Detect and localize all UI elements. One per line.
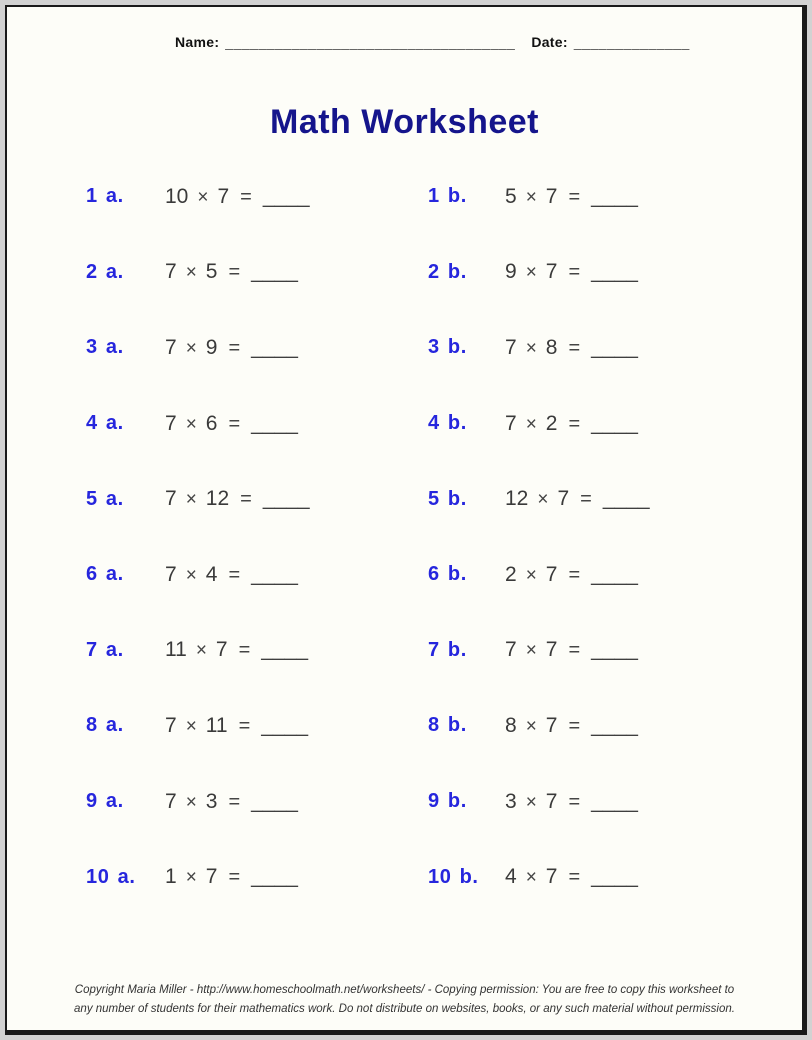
factor-1: 7 — [165, 411, 177, 435]
problem-9a — [165, 790, 428, 814]
problem-number-9b: 9 b. — [428, 790, 467, 813]
multiplication-sign: × — [185, 715, 197, 737]
multiplication-sign: × — [185, 337, 197, 359]
name-label: Name: — [175, 34, 220, 50]
multiplication-sign: × — [525, 791, 537, 813]
answer-blank: ____ — [591, 260, 638, 284]
equals-sign: = — [568, 639, 581, 662]
multiplication-sign: × — [537, 489, 549, 511]
answer-blank: ____ — [591, 713, 638, 737]
multiplication-sign: × — [525, 715, 537, 737]
problem-number-2a: 2 a. — [86, 260, 124, 283]
problems-grid — [7, 159, 802, 915]
equals-sign: = — [568, 563, 581, 586]
problem-number-7a: 7 a. — [86, 638, 124, 661]
factor-1: 8 — [505, 713, 517, 737]
date-label: Date: — [531, 34, 568, 50]
answer-blank: ____ — [262, 487, 310, 511]
factor-1: 11 — [165, 638, 187, 662]
problem-number-6b: 6 b. — [428, 563, 467, 586]
factor-2: 7 — [545, 713, 558, 737]
multiplication-sign: × — [185, 867, 197, 889]
problem-number-5b: 5 b. — [428, 487, 467, 510]
answer-blank: ____ — [251, 865, 298, 889]
problem-1a — [165, 185, 428, 209]
answer-blank: ____ — [261, 713, 309, 737]
answer-blank: ____ — [251, 335, 298, 359]
problem-number-1b: 1 b. — [428, 185, 467, 208]
problem-5a — [165, 487, 428, 511]
problem-4a — [165, 412, 428, 436]
problem-6b — [505, 563, 802, 587]
problem-5b — [505, 487, 802, 511]
equals-sign: = — [568, 866, 581, 889]
problem-8a — [165, 714, 428, 738]
problem-number-10b: 10 b. — [428, 865, 479, 888]
factor-2: 4 — [205, 562, 218, 586]
equals-sign: = — [568, 714, 581, 737]
equals-sign: = — [228, 412, 241, 435]
factor-2: 7 — [545, 184, 558, 208]
equals-sign: = — [240, 488, 252, 511]
factor-1: 3 — [505, 789, 517, 813]
factor-2: 7 — [545, 865, 558, 889]
problem-number-2b: 2 b. — [428, 260, 467, 283]
equals-sign: = — [568, 261, 581, 284]
copyright-footer: Copyright Maria Miller - http://www.homeschoolmath.net/worksheets/ - Copying permission: You are free to copy this worksheet to any number of students for their mathematics work. Do not distribute on websites, books, or any such material without permission. — [74, 983, 735, 1016]
problem-8b — [505, 714, 802, 738]
equals-sign: = — [240, 185, 252, 208]
multiplication-sign: × — [185, 262, 197, 284]
problem-2a — [165, 260, 428, 284]
problem-number-3a: 3 a. — [86, 336, 124, 359]
factor-2: 2 — [545, 411, 558, 435]
answer-blank: ____ — [591, 865, 638, 889]
factor-2: 7 — [217, 184, 230, 208]
multiplication-sign: × — [525, 262, 537, 284]
factor-2: 7 — [545, 562, 558, 586]
multiplication-sign: × — [185, 489, 197, 511]
multiplication-sign: × — [525, 564, 537, 586]
multiplication-sign: × — [525, 413, 537, 435]
multiplication-sign: × — [525, 640, 537, 662]
problem-10a — [165, 865, 428, 889]
factor-2: 8 — [545, 335, 558, 359]
problem-2b — [505, 260, 802, 284]
problem-7a — [165, 638, 428, 662]
factor-2: 7 — [215, 638, 228, 662]
multiplication-sign: × — [195, 640, 207, 662]
date-blank-line: ______________ — [573, 34, 690, 50]
multiplication-sign: × — [525, 186, 537, 208]
factor-1: 12 — [505, 487, 529, 511]
answer-blank: ____ — [261, 638, 309, 662]
equals-sign: = — [568, 336, 581, 359]
problem-7b — [505, 638, 802, 662]
multiplication-sign: × — [185, 413, 197, 435]
equals-sign: = — [238, 714, 251, 737]
problem-number-8b: 8 b. — [428, 714, 467, 737]
name-blank-line: ___________________________________ — [225, 34, 516, 50]
equals-sign: = — [228, 790, 241, 813]
problem-number-9a: 9 a. — [86, 790, 124, 813]
factor-1: 7 — [505, 411, 517, 435]
problem-number-8a: 8 a. — [86, 714, 124, 737]
factor-1: 1 — [165, 865, 177, 889]
multiplication-sign: × — [185, 564, 197, 586]
worksheet-page — [5, 5, 807, 1035]
factor-1: 10 — [165, 184, 189, 208]
factor-1: 4 — [505, 865, 517, 889]
factor-1: 7 — [165, 789, 177, 813]
equals-sign: = — [568, 790, 581, 813]
problem-10b — [505, 865, 802, 889]
answer-blank: ____ — [251, 562, 298, 586]
problem-number-3b: 3 b. — [428, 336, 467, 359]
equals-sign: = — [228, 261, 241, 284]
answer-blank: ____ — [251, 411, 298, 435]
answer-blank: ____ — [591, 789, 638, 813]
factor-1: 7 — [505, 638, 517, 662]
problem-number-4a: 4 a. — [86, 412, 124, 435]
problem-4b — [505, 412, 802, 436]
factor-1: 7 — [505, 335, 517, 359]
answer-blank: ____ — [591, 184, 638, 208]
factor-1: 2 — [505, 562, 517, 586]
problem-1b — [505, 185, 802, 209]
page-title: Math Worksheet — [270, 103, 539, 141]
factor-1: 9 — [505, 260, 517, 284]
factor-1: 7 — [165, 713, 177, 737]
answer-blank: ____ — [602, 487, 650, 511]
multiplication-sign: × — [197, 186, 209, 208]
factor-2: 7 — [545, 638, 558, 662]
name-date-header — [175, 34, 690, 50]
factor-2: 3 — [205, 789, 218, 813]
problem-number-10a: 10 a. — [86, 865, 136, 888]
factor-2: 5 — [205, 260, 218, 284]
factor-2: 7 — [205, 865, 218, 889]
answer-blank: ____ — [591, 335, 638, 359]
equals-sign: = — [228, 563, 241, 586]
factor-2: 9 — [205, 335, 218, 359]
equals-sign: = — [580, 488, 592, 511]
answer-blank: ____ — [262, 184, 310, 208]
multiplication-sign: × — [525, 337, 537, 359]
problem-9b — [505, 790, 802, 814]
equals-sign: = — [568, 185, 581, 208]
factor-2: 7 — [545, 789, 558, 813]
problem-number-7b: 7 b. — [428, 638, 467, 661]
factor-2: 7 — [557, 487, 570, 511]
factor-1: 7 — [165, 562, 177, 586]
equals-sign: = — [228, 866, 241, 889]
answer-blank: ____ — [591, 562, 638, 586]
factor-1: 5 — [505, 184, 517, 208]
problem-number-6a: 6 a. — [86, 563, 124, 586]
problem-number-1a: 1 a. — [86, 185, 124, 208]
problem-3a — [165, 336, 428, 360]
factor-2: 7 — [545, 260, 558, 284]
equals-sign: = — [228, 336, 241, 359]
factor-2: 6 — [205, 411, 218, 435]
answer-blank: ____ — [251, 260, 298, 284]
equals-sign: = — [568, 412, 581, 435]
answer-blank: ____ — [251, 789, 298, 813]
answer-blank: ____ — [591, 411, 638, 435]
factor-1: 7 — [165, 487, 177, 511]
problem-number-5a: 5 a. — [86, 487, 124, 510]
factor-2: 12 — [205, 487, 230, 511]
multiplication-sign: × — [185, 791, 197, 813]
answer-blank: ____ — [591, 638, 638, 662]
multiplication-sign: × — [525, 867, 537, 889]
problem-6a — [165, 563, 428, 587]
equals-sign: = — [238, 639, 251, 662]
factor-1: 7 — [165, 335, 177, 359]
factor-1: 7 — [165, 260, 177, 284]
problem-3b — [505, 336, 802, 360]
problem-number-4b: 4 b. — [428, 412, 467, 435]
factor-2: 11 — [205, 713, 228, 737]
